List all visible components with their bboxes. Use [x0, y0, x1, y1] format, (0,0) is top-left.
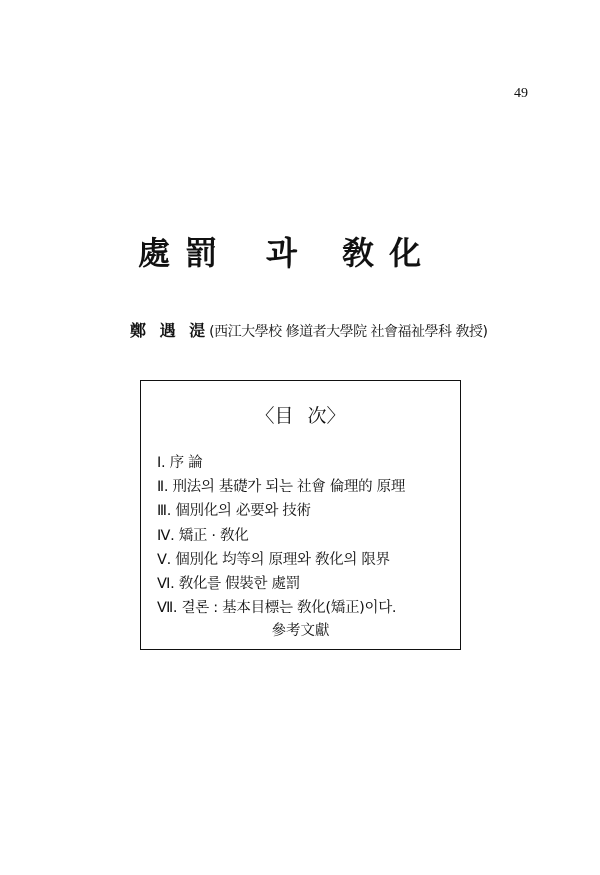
toc-item: Ⅰ. 序 論	[157, 455, 203, 471]
title-part-3: 敎 化	[342, 234, 424, 272]
toc-references: 參考文獻	[271, 623, 330, 639]
toc-item: Ⅴ. 個別化 均等의 原理와 敎化의 限界	[157, 551, 390, 568]
toc-item: Ⅵ. 敎化를 假裝한 處罰	[157, 575, 300, 592]
toc-list	[157, 451, 405, 620]
title-part-2: 과	[266, 234, 299, 272]
toc-heading: 〈目 次〉	[255, 405, 346, 427]
author-affiliation: (西江大學校 修道者大學院 社會福祉學科 敎授)	[209, 324, 488, 340]
toc-item: Ⅲ. 個別化의 必要와 技術	[157, 503, 311, 520]
table-of-contents	[140, 380, 461, 650]
toc-item: Ⅱ. 刑法의 基礎가 되는 社會 倫理的 原理	[157, 479, 406, 496]
title-part-1: 處 罰	[138, 234, 220, 272]
author-name: 鄭 遇 湜	[130, 321, 210, 340]
page-number: 49	[514, 86, 528, 101]
toc-item: Ⅶ. 결론 : 基本目標는 敎化(矯正)이다.	[157, 600, 397, 617]
author-line	[130, 318, 550, 341]
toc-item: Ⅳ. 矯正 · 敎化	[157, 527, 249, 544]
